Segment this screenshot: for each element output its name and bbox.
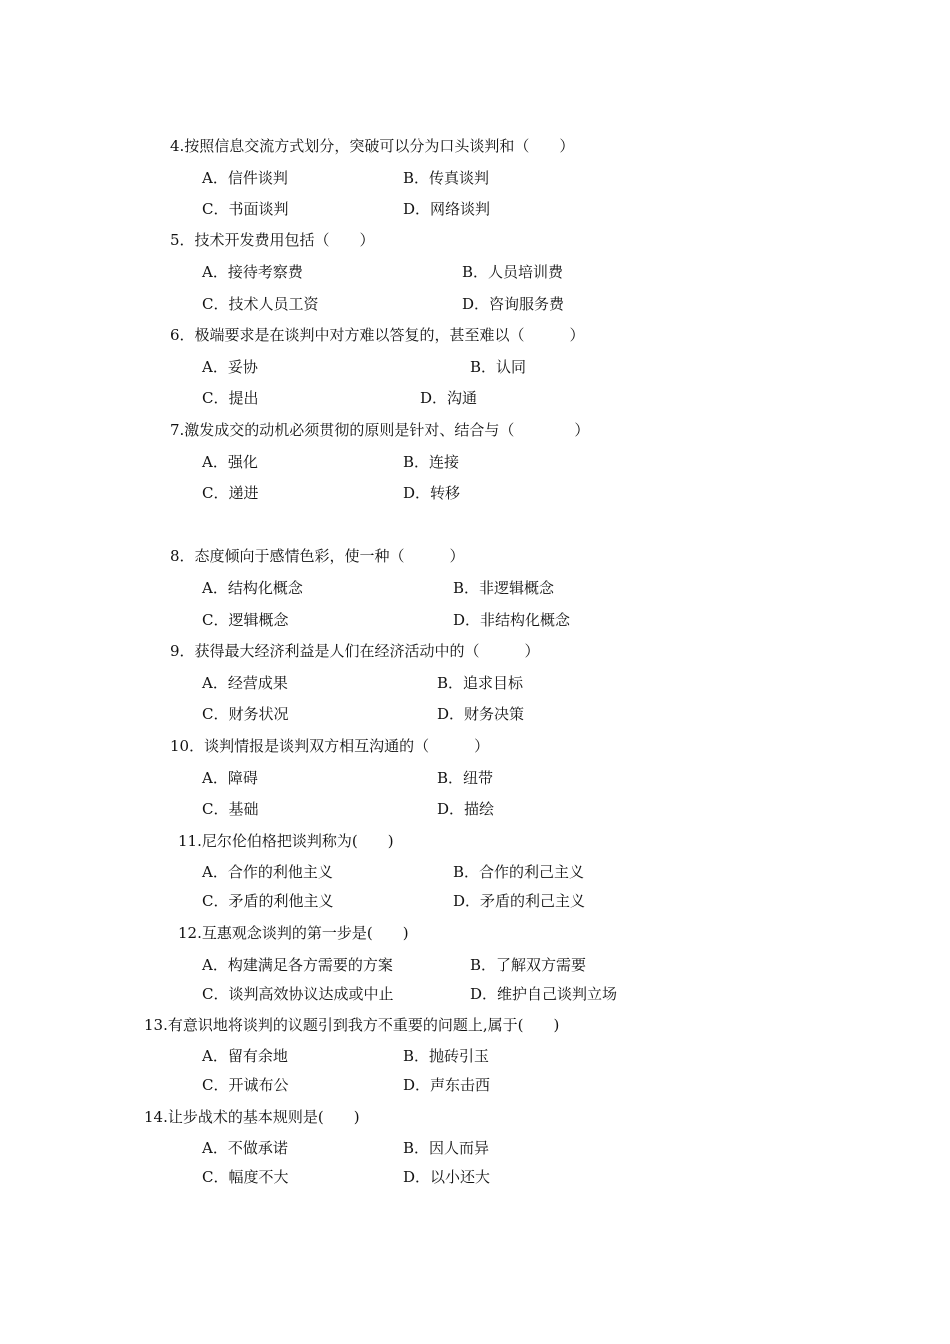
question-6-option-a: A．妥协 xyxy=(202,358,258,376)
question-8-option-b: B．非逻辑概念 xyxy=(453,579,555,597)
question-12-option-d: D．维护自己谈判立场 xyxy=(470,985,618,1003)
question-5-option-a: A．接待考察费 xyxy=(202,263,303,281)
question-10-option-c: C．基础 xyxy=(202,800,259,818)
question-12-option-b: B．了解双方需要 xyxy=(470,956,587,974)
question-9-stem: 9．获得最大经济利益是人们在经济活动中的（ ） xyxy=(170,642,540,660)
question-8-stem: 8．态度倾向于感情色彩，使一种（ ） xyxy=(170,547,465,565)
question-7-option-a: A．强化 xyxy=(202,453,258,471)
question-13-option-d: D．声东击西 xyxy=(403,1076,491,1094)
question-8-option-a: A．结构化概念 xyxy=(202,579,303,597)
question-13-option-c: C．开诚布公 xyxy=(202,1076,289,1094)
question-8-option-d: D．非结构化概念 xyxy=(453,611,571,629)
question-9-option-a: A．经营成果 xyxy=(202,674,288,692)
question-8-option-c: C．逻辑概念 xyxy=(202,611,289,629)
question-10-option-a: A．障碍 xyxy=(202,769,258,787)
question-7-option-b: B．连接 xyxy=(403,453,460,471)
question-10-option-b: B．纽带 xyxy=(437,769,494,787)
question-14-stem: 14.让步战术的基本规则是( ) xyxy=(144,1108,360,1126)
question-7-option-d: D．转移 xyxy=(403,484,461,502)
question-4-option-c: C．书面谈判 xyxy=(202,200,289,218)
question-5-option-b: B．人员培训费 xyxy=(462,263,564,281)
question-12-option-c: C．谈判高效协议达成或中止 xyxy=(202,985,394,1003)
question-4-option-a: A．信件谈判 xyxy=(202,169,288,187)
question-14-option-b: B．因人而异 xyxy=(403,1139,490,1157)
question-4-option-d: D．网络谈判 xyxy=(403,200,491,218)
question-6-option-d: D．沟通 xyxy=(420,389,478,407)
question-12-option-a: A．构建满足各方需要的方案 xyxy=(202,956,393,974)
question-13-stem: 13.有意识地将谈判的议题引到我方不重要的问题上,属于( ) xyxy=(144,1016,560,1034)
question-11-option-b: B．合作的利己主义 xyxy=(453,863,585,881)
question-14-option-c: C．幅度不大 xyxy=(202,1168,289,1186)
question-11-stem: 11.尼尔伦伯格把谈判称为( ) xyxy=(178,832,394,850)
question-6-option-b: B．认同 xyxy=(470,358,527,376)
question-7-option-c: C．递进 xyxy=(202,484,259,502)
question-13-option-b: B．抛砖引玉 xyxy=(403,1047,490,1065)
question-14-option-a: A．不做承诺 xyxy=(202,1139,288,1157)
question-5-option-d: D．咨询服务费 xyxy=(462,295,565,313)
question-11-option-d: D．矛盾的利己主义 xyxy=(453,892,586,910)
question-10-option-d: D．描绘 xyxy=(437,800,495,818)
question-14-option-d: D．以小还大 xyxy=(403,1168,491,1186)
question-9-option-c: C．财务状况 xyxy=(202,705,289,723)
question-6-stem: 6．极端要求是在谈判中对方难以答复的，甚至难以（ ） xyxy=(170,326,585,344)
question-13-option-a: A．留有余地 xyxy=(202,1047,288,1065)
question-11-option-a: A．合作的利他主义 xyxy=(202,863,333,881)
question-5-stem: 5．技术开发费用包括（ ） xyxy=(170,231,375,249)
question-10-stem: 10．谈判情报是谈判双方相互沟通的（ ） xyxy=(170,737,490,755)
question-9-option-b: B．追求目标 xyxy=(437,674,524,692)
question-6-option-c: C．提出 xyxy=(202,389,259,407)
question-9-option-d: D．财务决策 xyxy=(437,705,525,723)
question-4-option-b: B．传真谈判 xyxy=(403,169,490,187)
question-7-stem: 7.激发成交的动机必须贯彻的原则是针对、结合与（ ） xyxy=(170,421,590,439)
question-5-option-c: C．技术人员工资 xyxy=(202,295,319,313)
question-11-option-c: C．矛盾的利他主义 xyxy=(202,892,334,910)
question-4-stem: 4.按照信息交流方式划分，突破可以分为口头谈判和（ ） xyxy=(170,137,575,155)
question-12-stem: 12.互惠观念谈判的第一步是( ) xyxy=(178,924,409,942)
